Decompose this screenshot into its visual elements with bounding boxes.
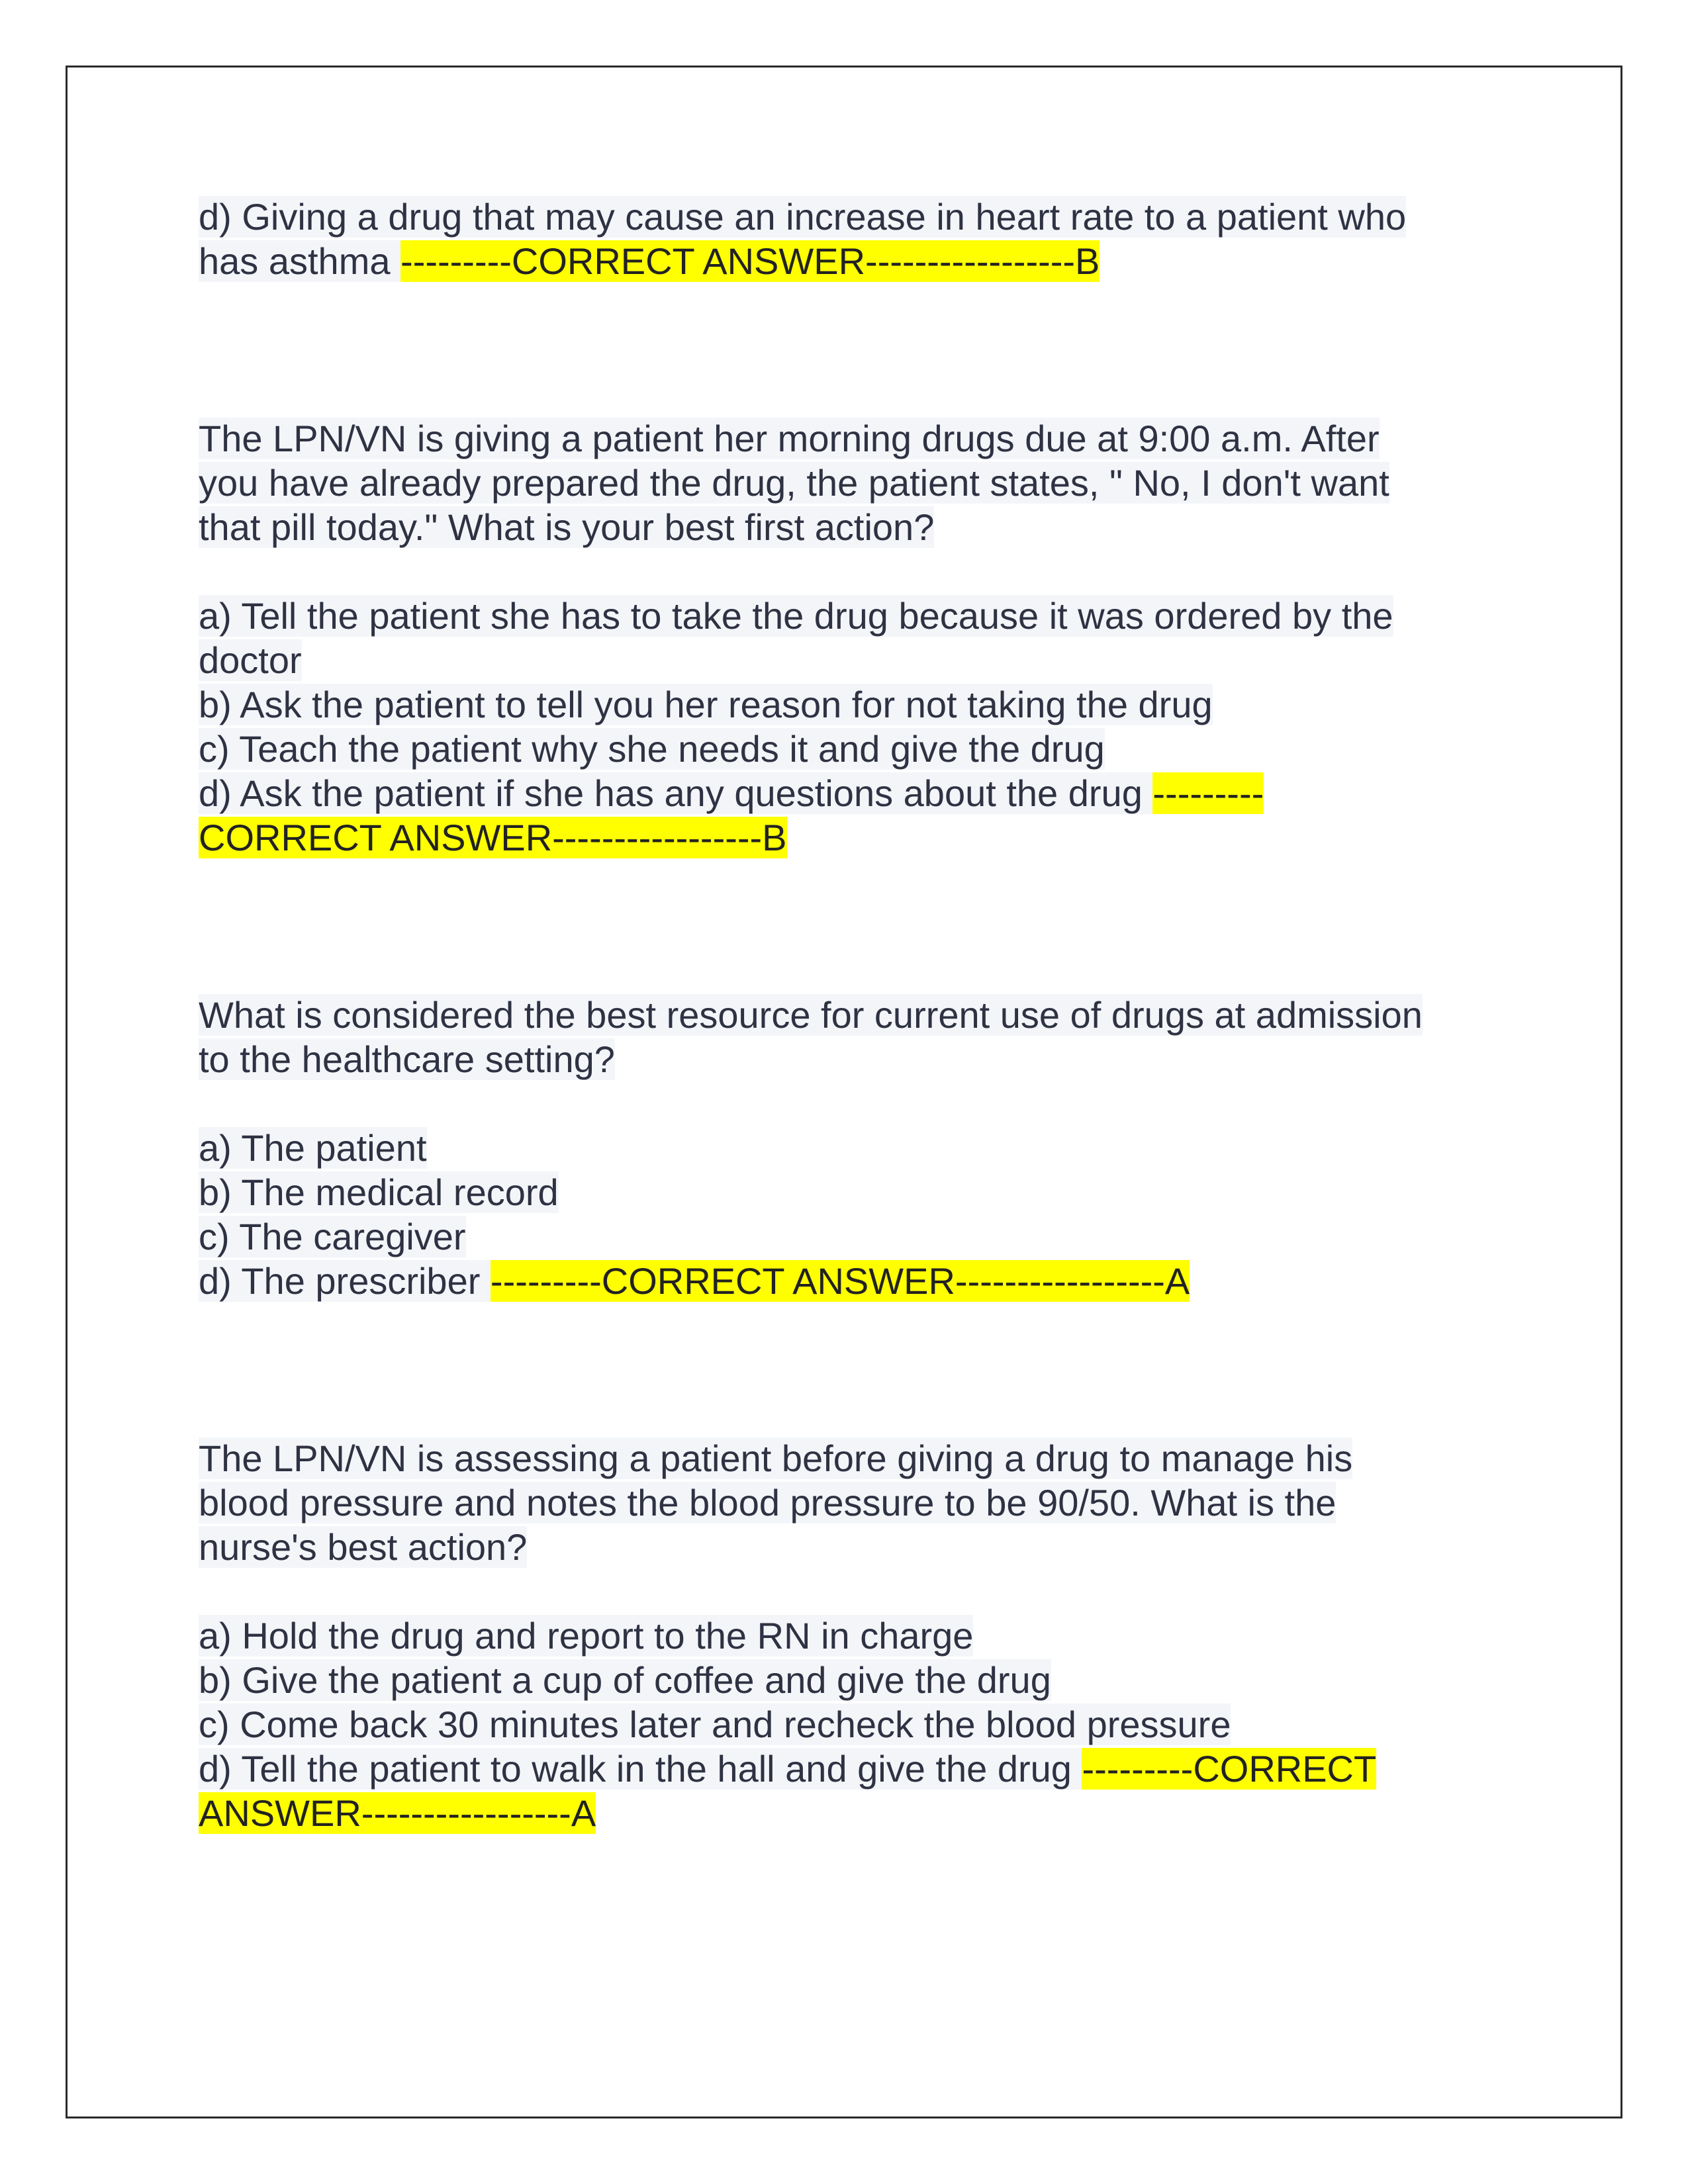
correct-answer-highlight: --------- xyxy=(1152,772,1264,814)
question-0-option-d-line-1: d) Giving a drug that may cause an increase in heart rate to a patient who xyxy=(199,196,1407,238)
document-body xyxy=(199,195,1489,1835)
question-3-stem-line-1: The LPN/VN is assessing a patient before giving a drug to manage his xyxy=(199,1437,1353,1479)
question-2-stem-line-2: to the healthcare setting? xyxy=(199,1038,615,1080)
question-1-stem-line-1: The LPN/VN is giving a patient her morning drugs due at 9:00 a.m. After xyxy=(199,418,1380,459)
question-3-stem-line-2: blood pressure and notes the blood pressure to be 90/50. What is the xyxy=(199,1482,1336,1524)
question-2-option-d: d) The prescriber ---------CORRECT ANSWER-----------------A xyxy=(199,1260,1190,1302)
question-3-option-c: c) Come back 30 minutes later and recheck the blood pressure xyxy=(199,1704,1231,1745)
question-3-stem-line-3: nurse's best action? xyxy=(199,1526,528,1568)
correct-answer-highlight: CORRECT ANSWER-----------------B xyxy=(199,817,787,858)
question-2-option-c: c) The caregiver xyxy=(199,1216,466,1257)
question-2-option-a: a) The patient xyxy=(199,1127,427,1169)
question-block-3 xyxy=(199,1436,1489,1835)
correct-answer-highlight: ---------CORRECT xyxy=(1082,1748,1377,1790)
question-block-1 xyxy=(199,416,1489,860)
correct-answer-highlight: ---------CORRECT ANSWER-----------------B xyxy=(400,240,1100,282)
question-block-2 xyxy=(199,993,1489,1303)
question-3-option-d: d) Tell the patient to walk in the hall and give the drug ---------CORRECT xyxy=(199,1748,1377,1790)
question-1-option-b: b) Ask the patient to tell you her reason for not taking the drug xyxy=(199,684,1213,725)
question-1-answer-line xyxy=(199,815,1489,860)
question-2-stem-line-1: What is considered the best resource for current use of drugs at admission xyxy=(199,994,1423,1036)
question-1-option-a-line-1: a) Tell the patient she has to take the drug because it was ordered by the xyxy=(199,595,1393,637)
question-1-stem-line-3: that pill today." What is your best first action? xyxy=(199,506,935,548)
question-3-answer-line xyxy=(199,1791,1489,1835)
correct-answer-highlight: ANSWER-----------------A xyxy=(199,1792,596,1834)
question-1-option-d: d) Ask the patient if she has any questions about the drug --------- xyxy=(199,772,1264,814)
question-block-0 xyxy=(199,195,1489,283)
question-1-stem-line-2: you have already prepared the drug, the patient states, " No, I don't want xyxy=(199,462,1389,504)
question-3-option-b: b) Give the patient a cup of coffee and give the drug xyxy=(199,1659,1051,1701)
question-1-option-a-line-2: doctor xyxy=(199,639,302,681)
correct-answer-highlight: ---------CORRECT ANSWER-----------------A xyxy=(490,1260,1190,1302)
question-0-option-d-line-2: has asthma ---------CORRECT ANSWER-----------------B xyxy=(199,240,1100,282)
question-2-option-b: b) The medical record xyxy=(199,1171,559,1213)
question-3-option-a: a) Hold the drug and report to the RN in charge xyxy=(199,1615,974,1657)
question-1-option-c: c) Teach the patient why she needs it and give the drug xyxy=(199,728,1105,770)
